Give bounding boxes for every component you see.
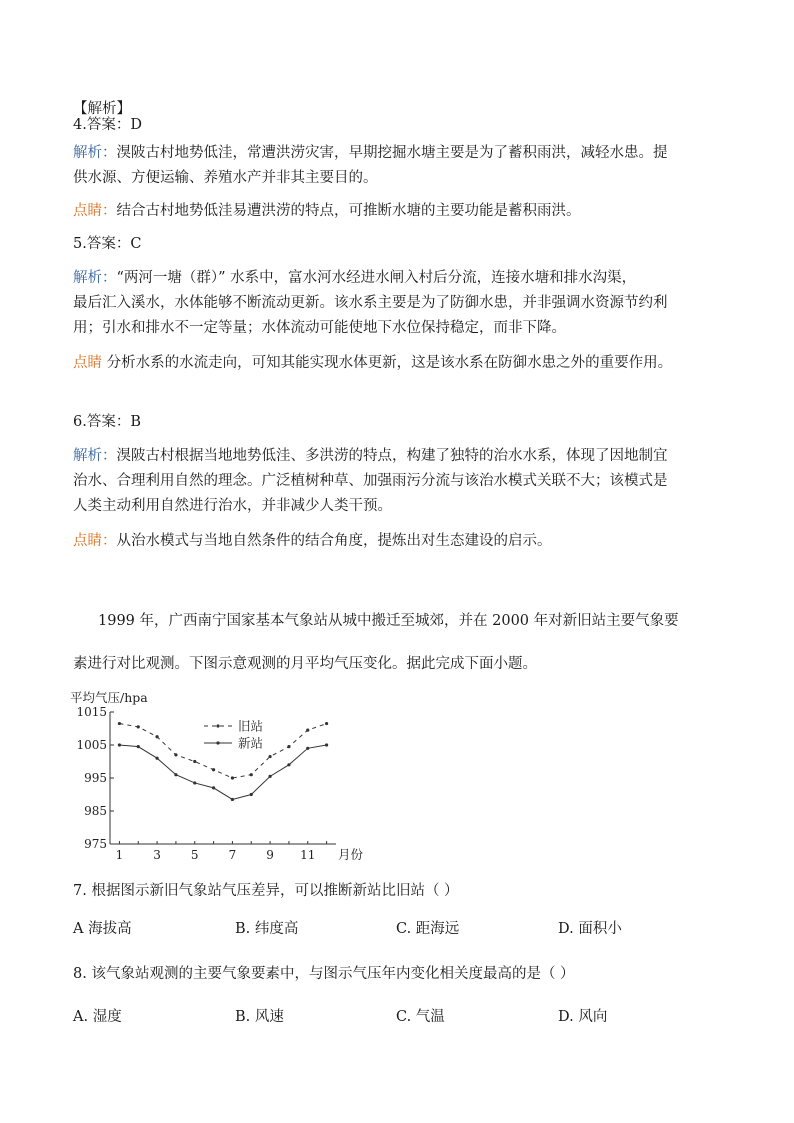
x-axis-label: 月份 — [338, 847, 364, 860]
x-tick-label: 7 — [228, 848, 237, 860]
q6-explain-line-3: 人类主动利用自然进行治水，并非减少人类干预。 — [73, 498, 392, 514]
q4-answer: 4.答案：D — [73, 117, 142, 133]
x-tick-label: 3 — [153, 848, 161, 860]
q6-explain-line-2: 治水、合理利用自然的理念。广泛植树种草、加强雨污分流与该治水模式关联不大；该模式是 — [73, 473, 668, 489]
q8-option-c[interactable]: C. 气温 — [396, 1009, 445, 1025]
series-point-旧站 — [193, 760, 196, 763]
q5-explain-line-3: 用；引水和排水不一定等量；水体流动可能使地下水位保持稳定，而非下降。 — [73, 320, 566, 336]
q6-tip-label: 点睛： — [73, 533, 117, 549]
q5-tip-label: 点睛 — [73, 355, 102, 371]
q4-explain-label: 解析： — [73, 145, 117, 161]
series-point-新站 — [287, 763, 290, 766]
series-point-新站 — [231, 798, 234, 801]
series-point-旧站 — [212, 768, 215, 771]
pressure-line-chart — [66, 688, 376, 860]
passage-line-2: 素进行对比观测。下图示意观测的月平均气压变化。据此完成下面小题。 — [73, 656, 537, 672]
series-point-新站 — [325, 743, 328, 746]
y-axis-label: 平均气压/hpa — [70, 690, 148, 705]
y-tick-label: 975 — [84, 837, 107, 851]
q5-explain-line-1 — [73, 268, 636, 288]
y-tick-label: 1005 — [76, 738, 107, 752]
q5-tip-line — [73, 353, 672, 373]
legend-label-旧站: 旧站 — [238, 718, 264, 734]
series-point-新站 — [193, 781, 196, 784]
q8-option-a[interactable]: A. 湿度 — [73, 1009, 122, 1025]
q5-explain-label: 解析： — [73, 270, 117, 286]
q7-option-c[interactable]: C. 距海远 — [396, 921, 460, 937]
q7-option-a[interactable]: A 海拔高 — [73, 921, 132, 937]
q6-explain-line-1 — [73, 446, 668, 466]
series-line-旧站 — [119, 724, 326, 778]
series-point-旧站 — [287, 745, 290, 748]
legend-label-新站: 新站 — [238, 735, 264, 751]
x-tick-label: 1 — [115, 848, 124, 860]
y-tick-label: 995 — [84, 771, 107, 785]
q8-stem: 8. 该气象站观测的主要气象要素中，与图示气压年内变化相关度最高的是（ ） — [73, 966, 575, 982]
series-point-旧站 — [155, 735, 158, 738]
q5-explain-line-2: 最后汇入溪水，水体能够不断流动更新。该水系主要是为了防御水患，并非强调水资源节约利 — [73, 295, 668, 311]
analysis-heading: 【解析】 — [73, 101, 131, 117]
series-point-旧站 — [231, 776, 234, 779]
series-point-旧站 — [250, 773, 253, 776]
series-point-旧站 — [306, 729, 309, 732]
passage-line-1: 1999 年，广西南宁国家基本气象站从城中搬迁至城郊，并在 2000 年对新旧站主要气象要 — [98, 613, 679, 629]
q8-option-d[interactable]: D. 风向 — [558, 1009, 608, 1025]
series-point-旧站 — [268, 755, 271, 758]
q4-tip-line — [73, 201, 581, 221]
q8-option-b[interactable]: B. 风速 — [235, 1009, 284, 1025]
q6-explain-label: 解析： — [73, 448, 117, 464]
x-tick-label: 11 — [300, 848, 316, 860]
x-tick-label: 5 — [190, 848, 199, 860]
series-point-新站 — [306, 747, 309, 750]
series-point-新站 — [212, 786, 215, 789]
y-tick-label: 985 — [84, 804, 107, 818]
series-point-新站 — [268, 775, 271, 778]
series-point-新站 — [155, 757, 158, 760]
series-point-新站 — [137, 745, 140, 748]
series-point-旧站 — [174, 753, 177, 756]
q5-explain-text-1: “两河一塘（群）” 水系中，富水河水经进水闸入村后分流，连接水塘和排水沟渠， — [116, 270, 637, 286]
series-point-旧站 — [118, 722, 121, 725]
q5-tip-text: 分析水系的水流走向，可知其能实现水体更新，这是该水系在防御水患之外的重要作用。 — [102, 355, 673, 371]
q4-explain-text-1: 湨陂古村地势低洼，常遭洪涝灾害，早期挖掘水塘主要是为了蓄积雨洪，减轻水患。提 — [116, 145, 668, 161]
q4-tip-text: 结合古村地势低洼易遭洪涝的特点，可推断水塘的主要功能是蓄积雨洪。 — [116, 203, 581, 219]
legend-marker-旧站 — [216, 724, 219, 727]
y-tick-label: 1015 — [76, 705, 107, 719]
series-point-旧站 — [137, 725, 140, 728]
q6-tip-text: 从治水模式与当地自然条件的结合角度，提炼出对生态建设的启示。 — [116, 533, 552, 549]
series-point-旧站 — [325, 722, 328, 725]
q4-tip-label: 点睛： — [73, 203, 117, 219]
q6-tip-line — [73, 531, 552, 551]
series-line-新站 — [119, 745, 326, 799]
legend-marker-新站 — [216, 741, 219, 744]
q7-option-b[interactable]: B. 纬度高 — [235, 921, 299, 937]
series-point-新站 — [118, 743, 121, 746]
q4-explain-line-1 — [73, 143, 668, 163]
q7-option-d[interactable]: D. 面积小 — [558, 921, 622, 937]
q6-answer: 6.答案：B — [73, 414, 141, 430]
series-point-新站 — [174, 773, 177, 776]
q7-stem: 7. 根据图示新旧气象站气压差异，可以推断新站比旧站（ ） — [73, 883, 459, 899]
x-tick-label: 9 — [266, 848, 274, 860]
q6-explain-text-1: 湨陂古村根据当地地势低洼、多洪涝的特点，构建了独特的治水水系，体现了因地制宜 — [116, 448, 668, 464]
q4-explain-line-2: 供水源、方便运输、养殖水产并非其主要目的。 — [73, 170, 378, 186]
series-point-新站 — [250, 793, 253, 796]
q5-answer: 5.答案：C — [73, 236, 142, 252]
